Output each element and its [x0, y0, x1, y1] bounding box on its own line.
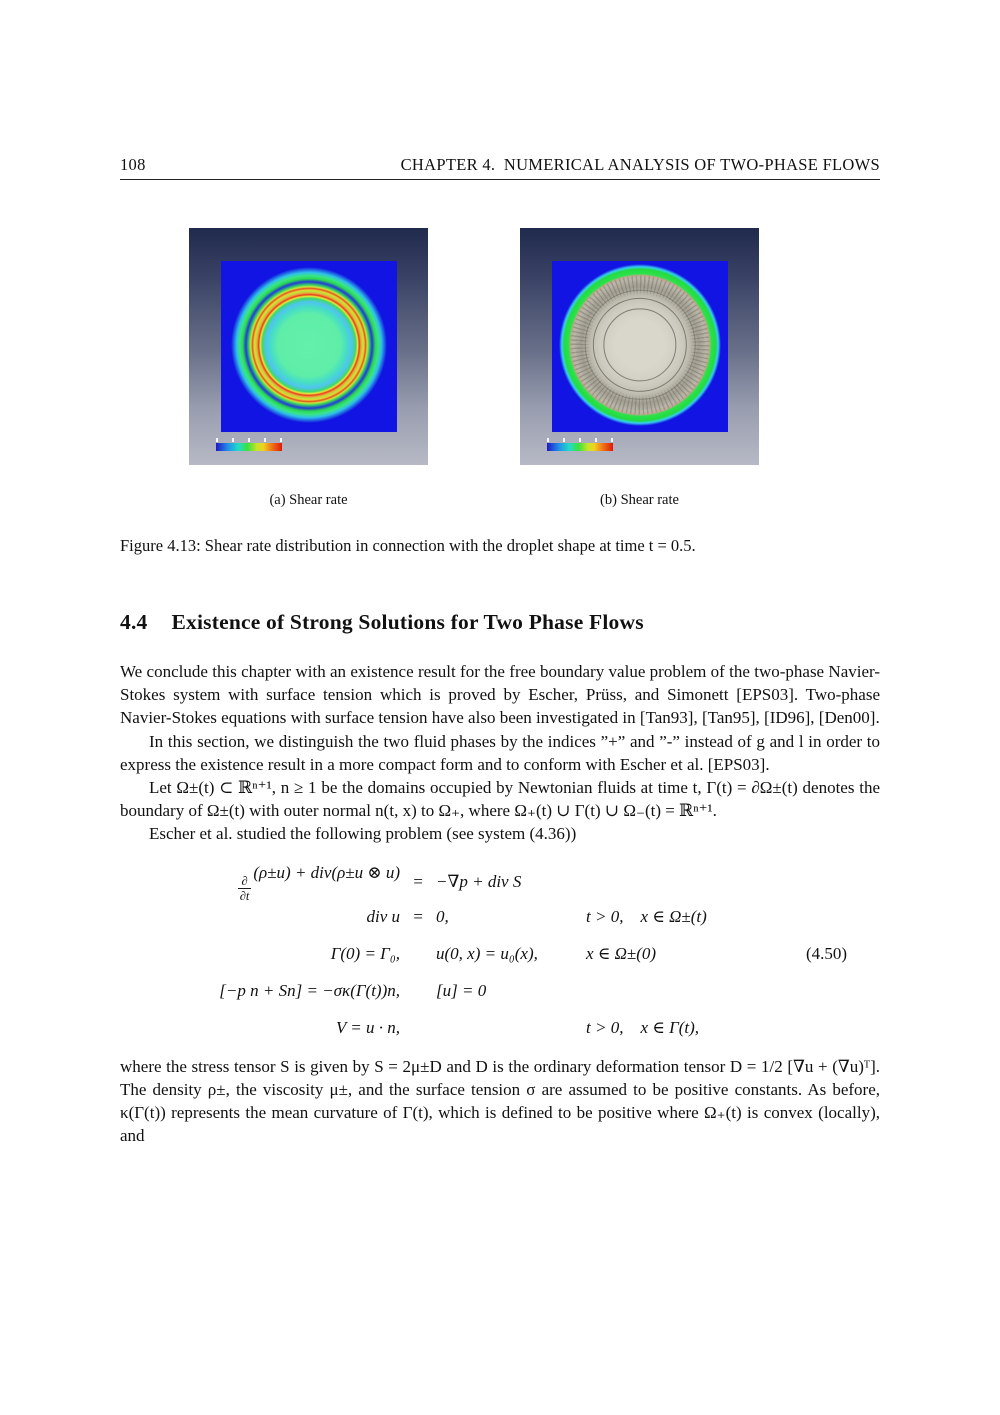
- shear-rate-rings-a: [231, 267, 387, 423]
- figure-a-panel: [189, 228, 428, 465]
- eq-rhs: [u] = 0: [436, 980, 487, 1000]
- eq-relation: =: [412, 906, 424, 926]
- paragraph-4: Escher et al. studied the following problem (see system (4.36)): [149, 824, 577, 844]
- subcaption-a: (a) Shear rate: [269, 492, 348, 508]
- paragraph-2: In this section, we distinguish the two fluid phases by the indices ”+” and ”-” instead of g and l in order to express the existence result in a more compact form and to conform with Escher et al. [EPS03].: [120, 731, 880, 774]
- droplet-surface-b: [559, 264, 721, 426]
- figure-b-domain: [552, 261, 728, 432]
- eq-lhs: V = u · n,: [335, 1017, 400, 1037]
- eq-rhs: −∇p + div S: [436, 872, 522, 892]
- section-number: 4.4: [120, 610, 148, 634]
- colorbar-ticks-b: [547, 438, 613, 442]
- eq-lhs: div u: [366, 906, 400, 926]
- chapter-title: CHAPTER 4. NUMERICAL ANALYSIS OF TWO-PHASE FLOWS: [400, 155, 880, 174]
- eq-lhs: [−p n + Sn] = −σκ(Γ(t))n,: [219, 980, 400, 1000]
- section-heading: [120, 610, 880, 635]
- colorbar-a: [216, 443, 282, 451]
- eq-rhs: u(0, x) = u₀(x),: [436, 943, 538, 963]
- section-title: Existence of Strong Solutions for Two Phase Flows: [171, 610, 644, 634]
- figure-caption: Figure 4.13: Shear rate distribution in connection with the droplet shape at time t = 0.5.: [120, 536, 696, 555]
- eq-condition: t > 0, x ∈ Γ(t),: [586, 1017, 700, 1037]
- figure-4-13: [189, 228, 759, 465]
- eq-condition: x ∈ Ω±(0): [586, 943, 657, 963]
- equation-row-initial-conditions: [120, 935, 880, 972]
- eq-condition: t > 0, x ∈ Ω±(t): [586, 906, 707, 926]
- colorbar-ticks-a: [216, 438, 282, 442]
- eq-rhs: 0,: [436, 906, 449, 926]
- eq-lhs: $\frac{\partial}{\partial t}$ (ρ±u) + div(ρ±u ⊗ u): [239, 862, 400, 903]
- colorbar-b: [547, 443, 613, 451]
- partial-derivative-fraction: $\frac{\partial}{\partial t}$: [239, 873, 250, 903]
- page-number: 108: [120, 155, 146, 174]
- equation-row-jump-conditions: [120, 972, 880, 1009]
- page-header: [120, 155, 880, 180]
- eq-label: (4.50): [806, 943, 848, 963]
- figure-b-panel: [520, 228, 759, 465]
- paragraph-3: Let Ω±(t) ⊂ ℝⁿ⁺¹, n ≥ 1 be the domains occupied by Newtonian fluids at time t, Γ(t) = ∂Ω±(t) denotes the boundary of Ω±(t) with outer normal n(t, x) to Ω₊, where Ω₊(t) ∪ Γ(t) ∪ Ω₋(t) = ℝⁿ⁺¹.: [120, 778, 880, 821]
- paragraph-1: We conclude this chapter with an existence result for the free boundary value problem of the two-phase Navier-Stokes system with surface tension which is proved by Escher, Prüss, and Simonett [EPS03]. Two-phase Navier-Stokes equations with surface tension have also been investigated in [Tan93], [Tan95], [ID96], [Den00].: [120, 662, 880, 728]
- equation-4-50: [120, 861, 880, 1046]
- figure-subcaptions: [189, 492, 759, 509]
- equation-row-momentum: [120, 861, 880, 903]
- paragraph-5: where the stress tensor S is given by S = 2μ±D and D is the ordinary deformation tensor D = 1/2 [∇u + (∇u)ᵀ]. The density ρ±, the viscosity μ±, and the surface tension σ are assumed to be positive constants. As before, κ(Γ(t)) represents the mean curvature of Γ(t), which is defined to be positive where Ω₊(t) is convex (locally), and: [120, 1056, 880, 1146]
- figure-a-domain: [221, 261, 397, 432]
- body-text: [120, 660, 880, 1147]
- subcaption-b: (b) Shear rate: [600, 492, 679, 508]
- droplet-outer-ring: [585, 290, 696, 401]
- equation-row-normal-velocity: [120, 1009, 880, 1046]
- eq-relation: =: [412, 872, 424, 892]
- eq-lhs: Γ(0) = Γ₀,: [330, 943, 400, 963]
